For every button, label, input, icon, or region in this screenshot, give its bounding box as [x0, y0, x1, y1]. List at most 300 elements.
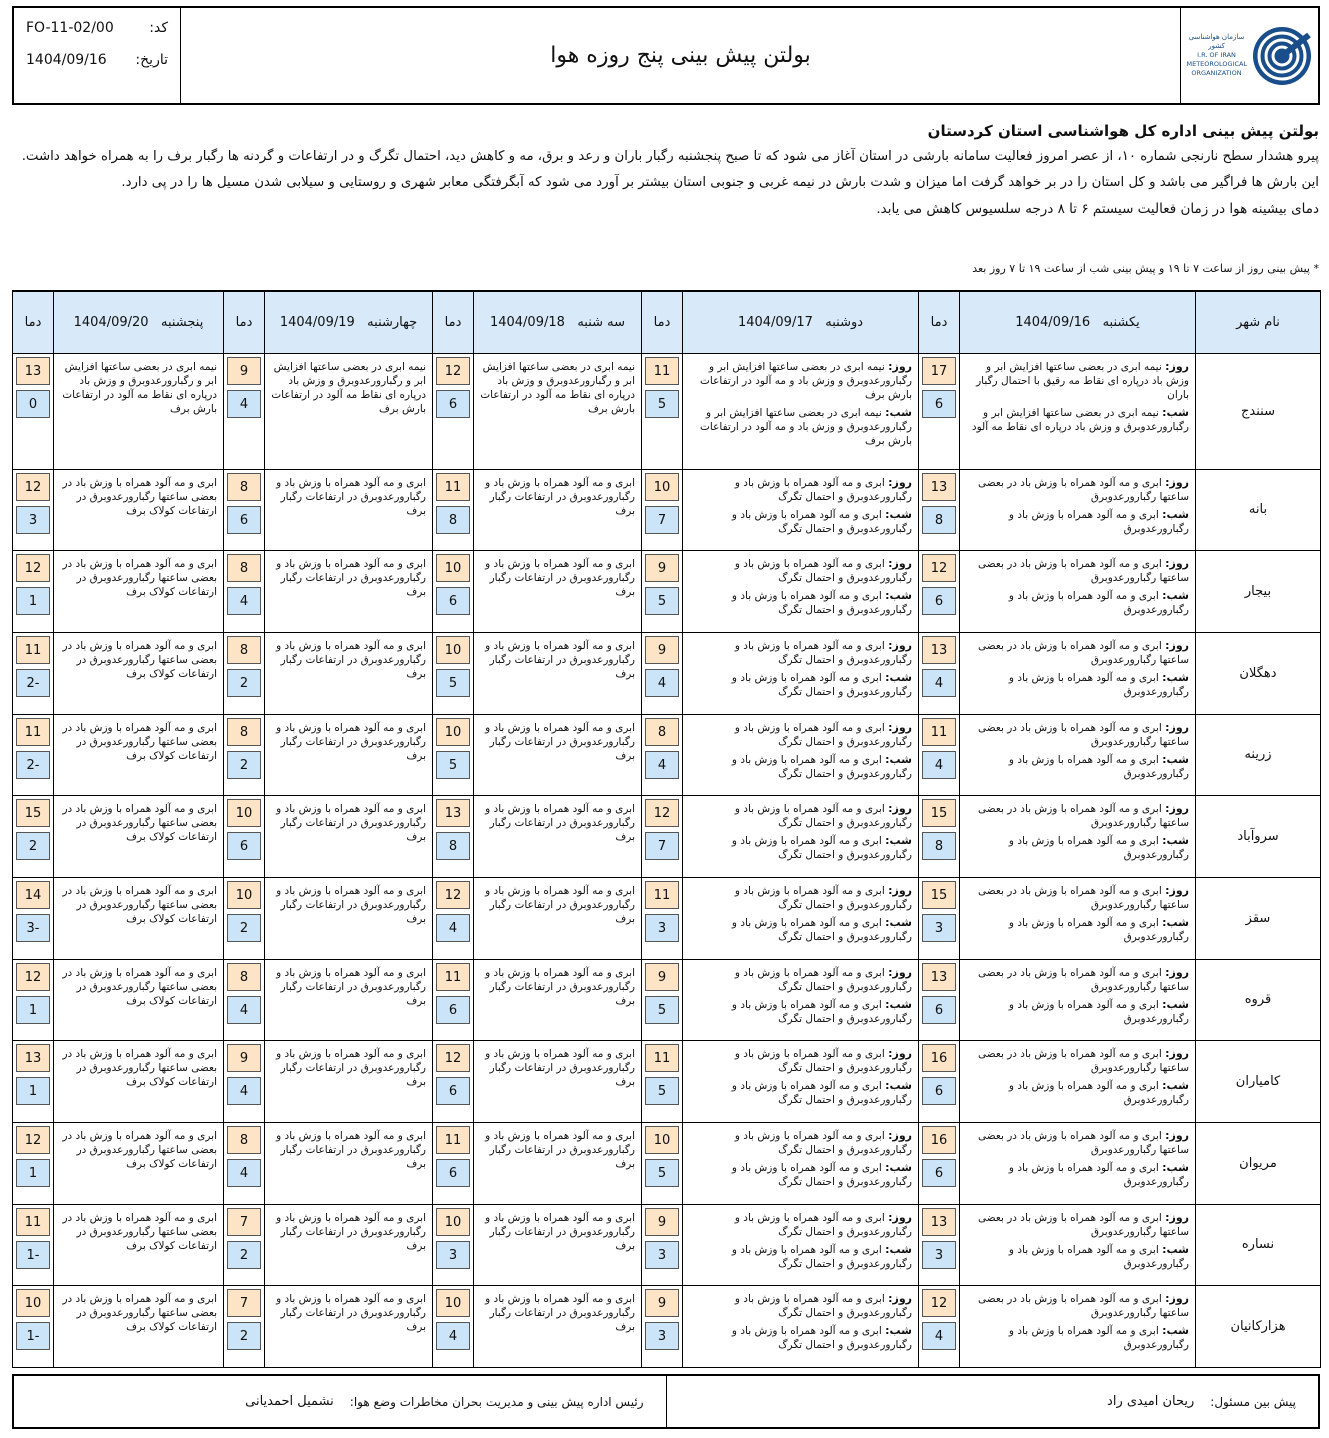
- forecast-description: [474, 469, 642, 551]
- forecast-text: ابری و مه آلود همراه با وزش باد و رگبارورعدوبرق در ارتفاعات رگبار برف: [485, 1129, 635, 1170]
- logo-en-line3: ORGANIZATION: [1191, 69, 1242, 77]
- max-temperature: 10: [645, 1126, 679, 1154]
- forecast-text: ابری و مه آلود همراه با وزش باد و رگبارورعدوبرق در ارتفاعات رگبار برف: [276, 1293, 426, 1334]
- min-temperature: 5: [645, 587, 679, 615]
- temperature-cell: [433, 714, 474, 796]
- day-label: روز:: [1165, 720, 1189, 734]
- temperature-cell: [224, 469, 265, 551]
- intro-section: [14, 118, 1319, 222]
- day-label: روز:: [888, 1292, 912, 1306]
- temperature-cell: [13, 551, 54, 633]
- forecast-description: [54, 796, 224, 878]
- day-text: ابری و مه آلود همراه با وزش باد و رگبارورعدوبرق و احتمال تگرگ: [734, 639, 912, 666]
- city-name: کامیاران: [1196, 1041, 1321, 1123]
- min-temperature: 4: [436, 914, 470, 942]
- day-label: روز:: [1165, 475, 1189, 489]
- forecast-description: [265, 959, 433, 1041]
- table-row: [13, 1122, 1321, 1204]
- max-temperature: 10: [645, 473, 679, 501]
- min-temperature: 4: [436, 1322, 470, 1350]
- forecast-description: [683, 1204, 919, 1286]
- forecast-description: [265, 877, 433, 959]
- table-row: [13, 353, 1321, 469]
- meta-cell: [14, 8, 180, 103]
- temperature-cell: [433, 796, 474, 878]
- intro-heading: بولتن پیش بینی اداره کل هواشناسی استان کردستان: [927, 122, 1319, 140]
- temperature-cell: [919, 1286, 960, 1368]
- day-column-header: [265, 291, 433, 353]
- night-text: ابری و مه آلود همراه با وزش باد و رگبارورعدوبرق: [1008, 1161, 1189, 1188]
- page-title: بولتن پیش بینی پنج روزه هوا: [180, 8, 1180, 103]
- forecast-description: [265, 1122, 433, 1204]
- day-label: روز:: [1165, 1128, 1189, 1142]
- city-name: بانه: [1196, 469, 1321, 551]
- night-label: شب:: [1162, 1324, 1189, 1338]
- forecast-description: [960, 469, 1196, 551]
- day-label: روز:: [888, 1210, 912, 1224]
- max-temperature: 11: [436, 1126, 470, 1154]
- temperature-cell: [13, 632, 54, 714]
- forecast-description: [683, 1286, 919, 1368]
- city-name: هزارکانیان: [1196, 1286, 1321, 1368]
- day-text: ابری و مه آلود همراه با وزش باد و رگبارورعدوبرق و احتمال تگرگ: [734, 803, 912, 830]
- night-label: شب:: [885, 997, 912, 1011]
- night-text: ابری و مه آلود همراه با وزش باد و رگبارورعدوبرق: [1008, 916, 1189, 943]
- day-forecast: [687, 884, 912, 912]
- day-forecast: [964, 476, 1189, 504]
- forecast-text: ابری و مه آلود همراه با وزش باد و رگبارورعدوبرق در ارتفاعات رگبار برف: [485, 1048, 635, 1089]
- forecast-description: [54, 877, 224, 959]
- min-temperature: 6: [922, 390, 956, 418]
- max-temperature: 11: [16, 718, 50, 746]
- night-forecast: [687, 834, 912, 862]
- day-text: نیمه ابری در بعضی ساعتها افزایش ابر و رگبارورعدوبرق و وزش باد و مه آلود در ارتفاعات بارش برف: [700, 360, 912, 401]
- temperature-cell: [642, 632, 683, 714]
- forecast-text: ابری و مه آلود همراه با وزش باد و رگبارورعدوبرق در ارتفاعات رگبار برف: [485, 1211, 635, 1252]
- day-name: پنجشنبه: [160, 314, 204, 330]
- max-temperature: 8: [227, 636, 261, 664]
- night-label: شب:: [885, 834, 912, 848]
- night-forecast: [964, 916, 1189, 944]
- night-text: ابری و مه آلود همراه با وزش باد و رگبارورعدوبرق و احتمال تگرگ: [731, 508, 912, 535]
- forecast-text: ابری و مه آلود همراه با وزش باد و رگبارورعدوبرق در ارتفاعات رگبار برف: [485, 966, 635, 1007]
- min-temperature: 4: [227, 1077, 261, 1105]
- min-temperature: 6: [922, 1077, 956, 1105]
- max-temperature: 15: [16, 799, 50, 827]
- city-name: نساره: [1196, 1204, 1321, 1286]
- code-value: FO-11-02/00: [26, 20, 114, 36]
- temperature-cell: [919, 551, 960, 633]
- min-temperature: 1: [16, 587, 50, 615]
- night-forecast: [687, 589, 912, 617]
- night-text: ابری و مه آلود همراه با وزش باد و رگبارورعدوبرق و احتمال تگرگ: [731, 671, 912, 698]
- max-temperature: 11: [645, 357, 679, 385]
- max-temperature: 10: [436, 554, 470, 582]
- night-forecast: [964, 1161, 1189, 1189]
- temperature-cell: [224, 1122, 265, 1204]
- table-row: [13, 551, 1321, 633]
- day-column-header: [960, 291, 1196, 353]
- min-temperature: 3: [922, 914, 956, 942]
- day-forecast: [687, 802, 912, 830]
- day-label: روز:: [888, 475, 912, 489]
- max-temperature: 11: [922, 718, 956, 746]
- forecast-description: [474, 959, 642, 1041]
- min-temperature: 4: [227, 587, 261, 615]
- night-forecast: [964, 508, 1189, 536]
- forecast-text: ابری و مه آلود همراه با وزش باد در بعضی ساعتها رگبارورعدوبرق در ارتفاعات کولاک برف: [62, 803, 217, 844]
- night-text: ابری و مه آلود همراه با وزش باد و رگبارورعدوبرق و احتمال تگرگ: [731, 1161, 912, 1188]
- day-text: ابری و مه آلود همراه با وزش باد در بعضی ساعتها رگبارورعدوبرق: [978, 721, 1189, 748]
- night-text: ابری و مه آلود همراه با وزش باد و رگبارورعدوبرق و احتمال تگرگ: [731, 1325, 912, 1352]
- night-forecast: [964, 1079, 1189, 1107]
- forecast-description: [683, 1122, 919, 1204]
- temperature-cell: [224, 632, 265, 714]
- city-name: قروه: [1196, 959, 1321, 1041]
- day-name: یکشنبه: [1102, 314, 1140, 330]
- day-forecast: [964, 802, 1189, 830]
- night-forecast: [687, 406, 912, 448]
- min-temperature: 1: [16, 996, 50, 1024]
- table-row: [13, 714, 1321, 796]
- day-text: ابری و مه آلود همراه با وزش باد در بعضی ساعتها رگبارورعدوبرق: [978, 476, 1189, 503]
- forecast-text: نیمه ابری در بعضی ساعتها افزایش ابر و رگبارورعدوبرق و وزش باد درپاره ای نقاط مه آلود در ارتفاعات بارش برف: [271, 360, 426, 415]
- night-label: شب:: [1162, 507, 1189, 521]
- day-forecast: [964, 721, 1189, 749]
- max-temperature: 9: [227, 1044, 261, 1072]
- day-label: روز:: [888, 883, 912, 897]
- temperature-cell: [642, 796, 683, 878]
- min-temperature: 6: [436, 996, 470, 1024]
- intro-temperature-note: دمای بیشینه هوا در زمان فعالیت سیستم ۶ تا ۸ درجه سلسیوس کاهش می یابد.: [876, 201, 1319, 217]
- forecast-description: [265, 1204, 433, 1286]
- night-forecast: [687, 1243, 912, 1271]
- temperature-cell: [642, 1041, 683, 1123]
- temperature-cell: [642, 353, 683, 469]
- night-forecast: [964, 1324, 1189, 1352]
- date-row: [26, 48, 168, 72]
- day-forecast: [964, 557, 1189, 585]
- night-text: ابری و مه آلود همراه با وزش باد و رگبارورعدوبرق و احتمال تگرگ: [731, 1080, 912, 1107]
- day-text: ابری و مه آلود همراه با وزش باد در بعضی ساعتها رگبارورعدوبرق: [978, 1293, 1189, 1320]
- day-label: روز:: [1165, 965, 1189, 979]
- min-temperature: 6: [922, 996, 956, 1024]
- min-temperature: 3: [16, 506, 50, 534]
- max-temperature: 10: [436, 1289, 470, 1317]
- forecast-description: [265, 469, 433, 551]
- day-text: ابری و مه آلود همراه با وزش باد در بعضی ساعتها رگبارورعدوبرق: [978, 884, 1189, 911]
- forecast-description: [265, 796, 433, 878]
- day-column-header: [474, 291, 642, 353]
- city-name: دهگلان: [1196, 632, 1321, 714]
- forecast-text: ابری و مه آلود همراه با وزش باد و رگبارورعدوبرق در ارتفاعات رگبار برف: [276, 1048, 426, 1089]
- day-text: ابری و مه آلود همراه با وزش باد در بعضی ساعتها رگبارورعدوبرق: [978, 639, 1189, 666]
- table-row: [13, 632, 1321, 714]
- forecast-description: [265, 632, 433, 714]
- temperature-cell: [433, 1286, 474, 1368]
- temperature-cell: [224, 353, 265, 469]
- forecast-description: [683, 1041, 919, 1123]
- max-temperature: 12: [436, 1044, 470, 1072]
- day-forecast: [687, 966, 912, 994]
- forecast-description: [960, 551, 1196, 633]
- intro-paragraph: پیرو هشدار سطح نارنجی شماره ۱۰، از عصر امروز فعالیت سامانه بارشی در استان آغاز می شود که تا صبح پنجشنبه رگبار باران و رعد و برق، مه و کاهش دید، احتمال تگرگ و در ارتفاعات و گردنه ها رگبار برف را به همراه خواهد داشت. این بارش ها فراگیر می باشد و کل استان را در بر خواهد گرفت اما میزان و شدت بارش در نیمه غربی و جنوبی استان بیشتر بر آورد می شود که آبگرفتگی معابر شهری و روستایی و سیلابی شدن مسیل ها را در پی دارد.: [21, 149, 1319, 190]
- forecast-description: [474, 1122, 642, 1204]
- night-text: ابری و مه آلود همراه با وزش باد و رگبارورعدوبرق: [1008, 998, 1189, 1025]
- day-label: روز:: [1165, 557, 1189, 571]
- day-name: چهارشنبه: [367, 314, 418, 330]
- forecast-description: [474, 551, 642, 633]
- night-text: ابری و مه آلود همراه با وزش باد و رگبارورعدوبرق و احتمال تگرگ: [731, 916, 912, 943]
- max-temperature: 12: [16, 1126, 50, 1154]
- temperature-cell: [642, 1286, 683, 1368]
- forecast-text: ابری و مه آلود همراه با وزش باد و رگبارورعدوبرق در ارتفاعات رگبار برف: [485, 1293, 635, 1334]
- forecast-description: [474, 632, 642, 714]
- max-temperature: 10: [227, 881, 261, 909]
- night-text: ابری و مه آلود همراه با وزش باد و رگبارورعدوبرق: [1008, 753, 1189, 780]
- night-text: ابری و مه آلود همراه با وزش باد و رگبارورعدوبرق و احتمال تگرگ: [731, 998, 912, 1025]
- forecast-text: ابری و مه آلود همراه با وزش باد و رگبارورعدوبرق در ارتفاعات رگبار برف: [485, 639, 635, 680]
- min-temperature: 2: [227, 1322, 261, 1350]
- forecast-description: [960, 353, 1196, 469]
- day-label: روز:: [888, 802, 912, 816]
- day-label: روز:: [888, 1047, 912, 1061]
- forecast-description: [960, 1041, 1196, 1123]
- forecast-text: ابری و مه آلود همراه با وزش باد و رگبارورعدوبرق در ارتفاعات رگبار برف: [485, 803, 635, 844]
- forecast-text: ابری و مه آلود همراه با وزش باد و رگبارورعدوبرق در ارتفاعات رگبار برف: [485, 476, 635, 517]
- night-text: ابری و مه آلود همراه با وزش باد و رگبارورعدوبرق و احتمال تگرگ: [731, 1243, 912, 1270]
- forecast-description: [54, 1204, 224, 1286]
- night-forecast: [964, 1243, 1189, 1271]
- temperature-cell: [433, 632, 474, 714]
- day-label: روز:: [888, 1128, 912, 1142]
- min-temperature: 5: [645, 1159, 679, 1187]
- min-temperature: 2: [227, 1241, 261, 1269]
- day-forecast: [687, 1211, 912, 1239]
- max-temperature: 9: [645, 554, 679, 582]
- night-label: شب:: [885, 589, 912, 603]
- min-temperature: 6: [922, 587, 956, 615]
- night-forecast: [964, 406, 1189, 434]
- min-temperature: 8: [436, 506, 470, 534]
- day-forecast: [964, 966, 1189, 994]
- forecast-description: [265, 1286, 433, 1368]
- temperature-cell: [919, 353, 960, 469]
- min-temperature: 7: [645, 832, 679, 860]
- table-row: [13, 796, 1321, 878]
- max-temperature: 10: [436, 1208, 470, 1236]
- min-temperature: -1: [16, 1241, 50, 1269]
- temperature-cell: [224, 1204, 265, 1286]
- max-temperature: 11: [16, 636, 50, 664]
- forecast-text: ابری و مه آلود همراه با وزش باد و رگبارورعدوبرق در ارتفاعات رگبار برف: [485, 884, 635, 925]
- forecast-text: ابری و مه آلود همراه با وزش باد در بعضی ساعتها رگبارورعدوبرق در ارتفاعات کولاک برف: [62, 1129, 217, 1170]
- min-temperature: -2: [16, 751, 50, 779]
- night-forecast: [964, 834, 1189, 862]
- day-date: 1404/09/20: [73, 314, 149, 330]
- temperature-cell: [642, 714, 683, 796]
- date-value: 1404/09/16: [26, 52, 107, 68]
- min-temperature: 2: [227, 751, 261, 779]
- min-temperature: 8: [922, 506, 956, 534]
- logo-en-line1: I.R. OF IRAN: [1197, 51, 1236, 59]
- forecast-description: [54, 1041, 224, 1123]
- night-label: شب:: [1162, 997, 1189, 1011]
- temperature-cell: [642, 1204, 683, 1286]
- forecast-text: ابری و مه آلود همراه با وزش باد و رگبارورعدوبرق در ارتفاعات رگبار برف: [276, 1129, 426, 1170]
- day-forecast: [964, 1047, 1189, 1075]
- max-temperature: 13: [436, 799, 470, 827]
- forecast-description: [54, 714, 224, 796]
- day-name: دوشنبه: [825, 314, 864, 330]
- max-temperature: 8: [227, 718, 261, 746]
- night-text: نیمه ابری در بعضی ساعتها افزایش ابر و رگبارورعدوبرق و وزش باد و مه آلود در ارتفاعات بارش برف: [700, 406, 912, 447]
- temperature-cell: [642, 959, 683, 1041]
- signature-footer: [12, 1374, 1320, 1429]
- day-text: ابری و مه آلود همراه با وزش باد و رگبارورعدوبرق و احتمال تگرگ: [734, 966, 912, 993]
- day-text: نیمه ابری در بعضی ساعتها افزایش ابر و وزش باد درپاره ای نقاط مه رقیق با احتمال رگبار باران: [976, 360, 1189, 401]
- temperature-cell: [13, 877, 54, 959]
- night-label: شب:: [1162, 834, 1189, 848]
- forecast-description: [54, 1122, 224, 1204]
- head-label: رئیس اداره پیش بینی و مدیریت بحران مخاطرات وضع هوا:: [349, 1394, 644, 1409]
- max-temperature: 10: [436, 636, 470, 664]
- max-temperature: 13: [16, 357, 50, 385]
- city-name: سنندج: [1196, 353, 1321, 469]
- forecast-description: [960, 632, 1196, 714]
- night-text: ابری و مه آلود همراه با وزش باد و رگبارورعدوبرق و احتمال تگرگ: [731, 835, 912, 862]
- city-name: زرینه: [1196, 714, 1321, 796]
- temperature-cell: [13, 353, 54, 469]
- temp-column-header: دما: [13, 291, 54, 353]
- min-temperature: 0: [16, 390, 50, 418]
- min-temperature: 6: [436, 1077, 470, 1105]
- night-label: شب:: [885, 752, 912, 766]
- city-column-header: نام شهر: [1196, 291, 1321, 353]
- min-temperature: 6: [436, 587, 470, 615]
- night-forecast: [687, 998, 912, 1026]
- max-temperature: 12: [922, 554, 956, 582]
- forecast-text: ابری و مه آلود همراه با وزش باد در بعضی ساعتها رگبارورعدوبرق در ارتفاعات کولاک برف: [62, 966, 217, 1007]
- temperature-cell: [642, 551, 683, 633]
- forecast-description: [683, 959, 919, 1041]
- min-temperature: 8: [922, 832, 956, 860]
- forecast-description: [960, 1204, 1196, 1286]
- temperature-cell: [224, 1041, 265, 1123]
- night-label: شب:: [1162, 1160, 1189, 1174]
- temperature-cell: [919, 469, 960, 551]
- max-temperature: 7: [227, 1208, 261, 1236]
- min-temperature: 4: [922, 751, 956, 779]
- max-temperature: 9: [645, 1208, 679, 1236]
- forecast-description: [683, 877, 919, 959]
- forecast-description: [54, 959, 224, 1041]
- night-text: ابری و مه آلود همراه با وزش باد و رگبارورعدوبرق: [1008, 590, 1189, 617]
- min-temperature: 4: [645, 751, 679, 779]
- forecast-text: ابری و مه آلود همراه با وزش باد در بعضی ساعتها رگبارورعدوبرق در ارتفاعات کولاک برف: [62, 1293, 217, 1334]
- day-label: روز:: [888, 638, 912, 652]
- min-temperature: 1: [16, 1077, 50, 1105]
- day-text: ابری و مه آلود همراه با وزش باد و رگبارورعدوبرق و احتمال تگرگ: [734, 1129, 912, 1156]
- max-temperature: 9: [227, 357, 261, 385]
- timing-note: * پیش بینی روز از ساعت ۷ تا ۱۹ و پیش بینی شب از ساعت ۱۹ تا ۷ روز بعد: [972, 262, 1319, 275]
- min-temperature: 3: [645, 914, 679, 942]
- day-forecast: [687, 1129, 912, 1157]
- temp-column-header: دما: [224, 291, 265, 353]
- min-temperature: 6: [436, 1159, 470, 1187]
- forecast-text: ابری و مه آلود همراه با وزش باد و رگبارورعدوبرق در ارتفاعات رگبار برف: [276, 476, 426, 517]
- temperature-cell: [433, 1122, 474, 1204]
- max-temperature: 14: [16, 881, 50, 909]
- city-name: سقز: [1196, 877, 1321, 959]
- forecast-description: [474, 1286, 642, 1368]
- day-forecast: [964, 1129, 1189, 1157]
- day-text: ابری و مه آلود همراه با وزش باد در بعضی ساعتها رگبارورعدوبرق: [978, 1129, 1189, 1156]
- max-temperature: 8: [227, 963, 261, 991]
- city-name: بیجار: [1196, 551, 1321, 633]
- night-forecast: [964, 998, 1189, 1026]
- forecast-description: [265, 714, 433, 796]
- day-label: روز:: [1165, 1210, 1189, 1224]
- temperature-cell: [224, 551, 265, 633]
- night-text: ابری و مه آلود همراه با وزش باد و رگبارورعدوبرق: [1008, 671, 1189, 698]
- temperature-cell: [13, 959, 54, 1041]
- day-forecast: [687, 476, 912, 504]
- forecast-text: ابری و مه آلود همراه با وزش باد و رگبارورعدوبرق در ارتفاعات رگبار برف: [276, 803, 426, 844]
- temperature-cell: [224, 1286, 265, 1368]
- temperature-cell: [433, 1041, 474, 1123]
- logo-text: [1187, 33, 1247, 78]
- night-forecast: [964, 671, 1189, 699]
- temperature-cell: [13, 1286, 54, 1368]
- min-temperature: 5: [436, 669, 470, 697]
- forecast-text: ابری و مه آلود همراه با وزش باد و رگبارورعدوبرق در ارتفاعات رگبار برف: [276, 558, 426, 599]
- day-column-header: [54, 291, 224, 353]
- max-temperature: 8: [227, 1126, 261, 1154]
- temperature-cell: [13, 1122, 54, 1204]
- temperature-cell: [919, 632, 960, 714]
- forecast-text: نیمه ابری در بعضی ساعتها افزایش ابر و رگبارورعدوبرق و وزش باد درپاره ای نقاط مه آلود در ارتفاعات بارش برف: [62, 360, 217, 415]
- temperature-cell: [224, 714, 265, 796]
- max-temperature: 9: [645, 636, 679, 664]
- day-forecast: [687, 639, 912, 667]
- max-temperature: 12: [436, 357, 470, 385]
- night-text: ابری و مه آلود همراه با وزش باد و رگبارورعدوبرق و احتمال تگرگ: [731, 590, 912, 617]
- table-row: [13, 959, 1321, 1041]
- night-forecast: [964, 589, 1189, 617]
- day-date: 1404/09/17: [737, 314, 813, 330]
- head-cell: [14, 1376, 667, 1427]
- max-temperature: 15: [922, 799, 956, 827]
- night-label: شب:: [1162, 670, 1189, 684]
- day-date: 1404/09/19: [279, 314, 355, 330]
- forecast-description: [960, 959, 1196, 1041]
- night-text: ابری و مه آلود همراه با وزش باد و رگبارورعدوبرق: [1008, 1243, 1189, 1270]
- day-text: ابری و مه آلود همراه با وزش باد و رگبارورعدوبرق و احتمال تگرگ: [734, 558, 912, 585]
- max-temperature: 8: [227, 473, 261, 501]
- night-forecast: [687, 916, 912, 944]
- temp-column-header: دما: [919, 291, 960, 353]
- night-label: شب:: [885, 405, 912, 419]
- day-forecast: [964, 360, 1189, 402]
- day-label: روز:: [1165, 359, 1189, 373]
- night-label: شب:: [1162, 752, 1189, 766]
- forecast-text: ابری و مه آلود همراه با وزش باد در بعضی ساعتها رگبارورعدوبرق در ارتفاعات کولاک برف: [62, 721, 217, 762]
- forecast-table: [12, 290, 1321, 1368]
- max-temperature: 13: [16, 1044, 50, 1072]
- forecast-text: ابری و مه آلود همراه با وزش باد در بعضی ساعتها رگبارورعدوبرق در ارتفاعات کولاک برف: [62, 884, 217, 925]
- night-text: ابری و مه آلود همراه با وزش باد و رگبارورعدوبرق: [1008, 508, 1189, 535]
